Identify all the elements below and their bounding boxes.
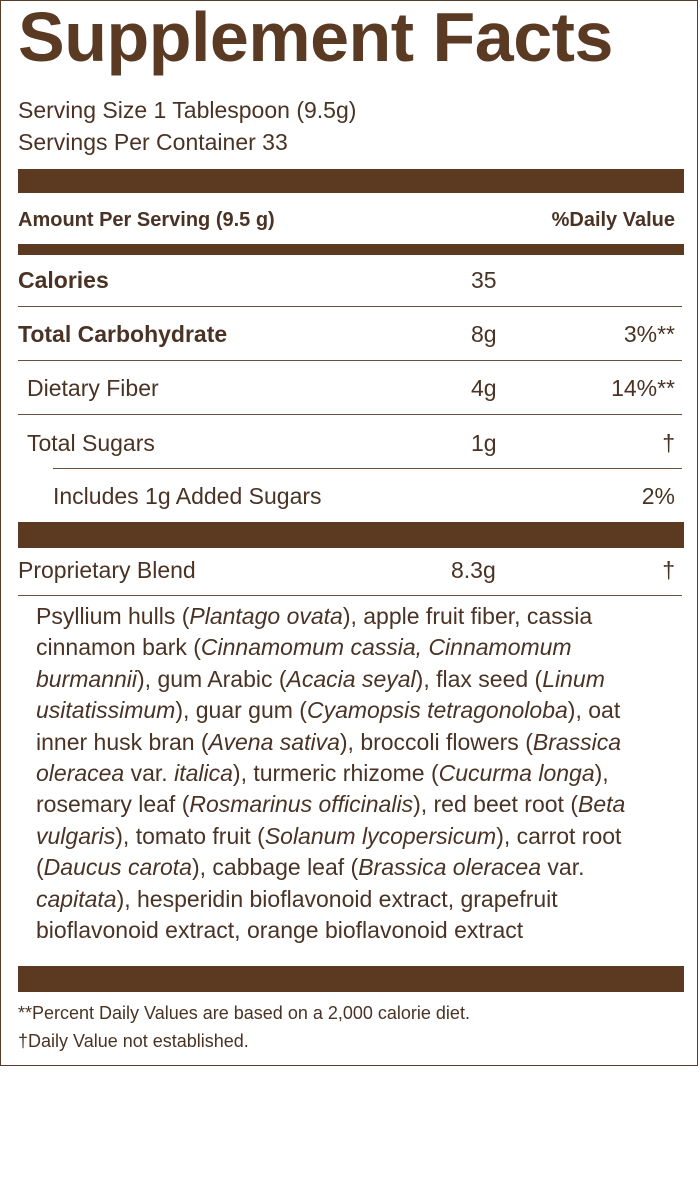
row-divider — [18, 360, 682, 361]
proprietary-blend-amount: 8.3g — [451, 557, 496, 583]
daily-value-header: %Daily Value — [551, 209, 675, 231]
calories-amount: 35 — [471, 267, 497, 293]
blend-ingredients: Psyllium hulls (Plantago ovata), apple fruit fiber, cassia cinnamon bark (Cinnamomum cassia, Cinnamomum burmannii), gum Arabic (Acacia seyal), flax seed (Linum usitatissimum), guar gum (Cyamopsis tetragonoloba), oat inner husk bran (Avena sativa), broccoli flowers (Brassica oleracea var. italica), turmeric rhizome (Cucurma longa), rosemary leaf (Rosmarinus officinalis), red beet root (Beta vulgaris), tomato fruit (Solanum lycopersicum), carrot root (Daucus carota), cabbage leaf (Brassica oleracea var. capitata), hesperidin bioflavonoid extract, grapefruit bioflavonoid extract, orange bioflavonoid extract — [36, 603, 626, 944]
dietary-fiber-dv: 14%** — [611, 375, 675, 401]
proprietary-blend-label: Proprietary Blend — [18, 557, 196, 583]
label-title: Supplement Facts — [18, 0, 613, 76]
proprietary-blend-dv: † — [662, 557, 675, 583]
calories-label: Calories — [18, 267, 109, 293]
thick-divider-top — [18, 169, 684, 193]
amount-per-serving-header: Amount Per Serving (9.5 g) — [18, 209, 275, 231]
footnote-daily-values: **Percent Daily Values are based on a 2,000 calorie diet. — [18, 1003, 470, 1023]
row-divider — [18, 306, 682, 307]
total-sugars-label: Total Sugars — [27, 430, 155, 456]
footnote-not-established: †Daily Value not established. — [18, 1031, 249, 1051]
total-sugars-amount: 1g — [471, 430, 497, 456]
serving-size: Serving Size 1 Tablespoon (9.5g) — [18, 97, 357, 123]
row-divider — [18, 414, 682, 415]
thick-divider-header — [18, 244, 684, 255]
total-carbohydrate-amount: 8g — [471, 321, 497, 347]
thick-divider-middle — [18, 522, 684, 548]
row-divider — [18, 595, 682, 596]
added-sugars-dv: 2% — [641, 483, 675, 509]
thick-divider-bottom — [18, 966, 684, 992]
total-sugars-dv: † — [662, 430, 675, 456]
dietary-fiber-label: Dietary Fiber — [27, 375, 159, 401]
added-sugars-label: Includes 1g Added Sugars — [53, 483, 322, 509]
row-divider — [53, 468, 682, 469]
dietary-fiber-amount: 4g — [471, 375, 497, 401]
total-carbohydrate-dv: 3%** — [623, 321, 675, 347]
servings-per-container: Servings Per Container 33 — [18, 129, 288, 155]
total-carbohydrate-label: Total Carbohydrate — [18, 321, 228, 347]
